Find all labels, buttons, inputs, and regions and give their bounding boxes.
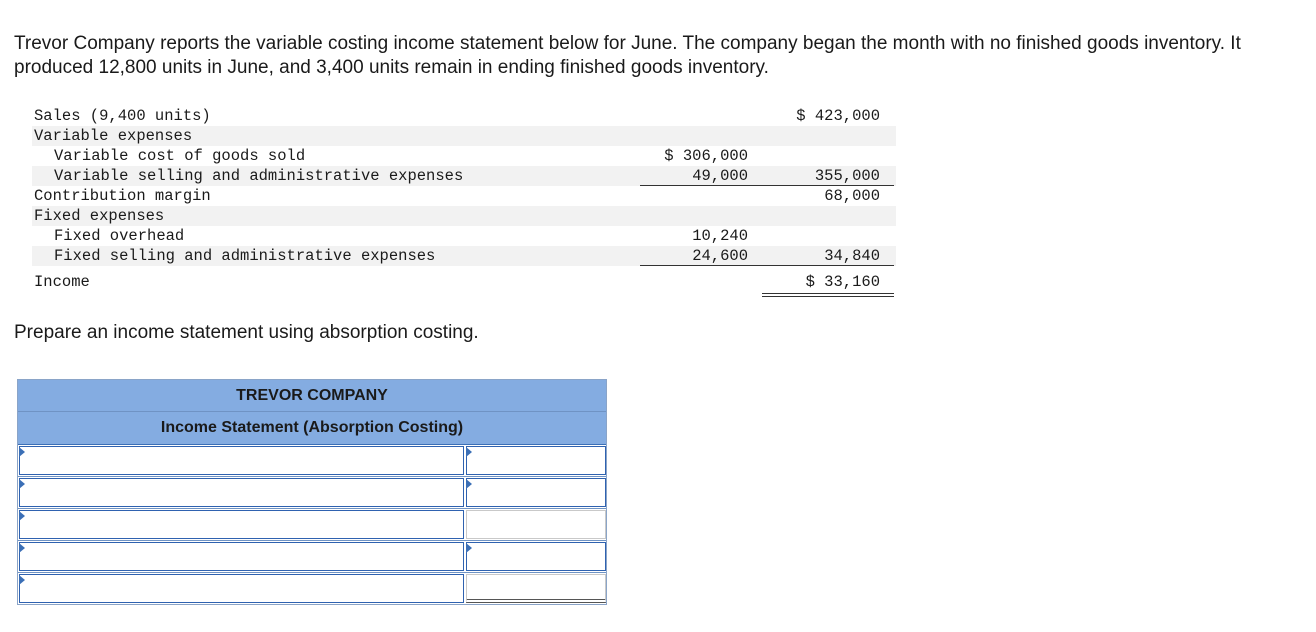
line-item-dropdown[interactable]	[19, 478, 464, 507]
row-label: Income	[34, 273, 90, 291]
row-amount: $ 306,000	[664, 147, 748, 165]
dropdown-marker-icon	[466, 479, 472, 489]
underline	[762, 265, 894, 266]
statement-row-contribution-margin	[32, 186, 896, 206]
instruction-text: Prepare an income statement using absorption costing.	[14, 322, 479, 343]
amount-input[interactable]	[466, 574, 606, 603]
line-item-dropdown[interactable]	[19, 510, 464, 539]
row-label: Contribution margin	[34, 187, 211, 205]
row-label: Variable cost of goods sold	[54, 147, 306, 165]
amount-input[interactable]	[466, 478, 606, 507]
row-total: 68,000	[824, 187, 880, 205]
form-row-2	[18, 476, 606, 508]
row-label: Fixed expenses	[34, 207, 165, 225]
amount-input[interactable]	[466, 510, 606, 539]
problem-description: Trevor Company reports the variable costing income statement below for June. The company began the month with no finished goods inventory. It produced 12,800 units in June, and 3,400 units remain in ending finished goods inventory.	[14, 33, 1241, 78]
row-label: Fixed overhead	[54, 227, 185, 245]
variable-costing-statement	[32, 106, 896, 292]
dropdown-marker-icon	[19, 575, 25, 585]
row-amount: 10,240	[692, 227, 748, 245]
row-label: Sales (9,400 units)	[34, 107, 211, 125]
row-total: $ 33,160	[805, 273, 880, 291]
statement-row-variable-selling	[32, 166, 896, 186]
dropdown-marker-icon	[466, 543, 472, 553]
underline	[640, 265, 772, 266]
row-label: Variable expenses	[34, 127, 193, 145]
dropdown-marker-icon	[19, 511, 25, 521]
statement-row-fixed-overhead	[32, 226, 896, 246]
form-row-5	[18, 572, 606, 604]
amount-input[interactable]	[466, 542, 606, 571]
company-name-header: TREVOR COMPANY	[18, 380, 606, 411]
double-underline	[762, 296, 894, 297]
dropdown-marker-icon	[19, 479, 25, 489]
line-item-dropdown[interactable]	[19, 446, 464, 475]
row-total: 34,840	[824, 247, 880, 265]
line-item-dropdown[interactable]	[19, 574, 464, 603]
statement-title-header: Income Statement (Absorption Costing)	[18, 411, 606, 444]
amount-input[interactable]	[466, 446, 606, 475]
statement-row-income	[32, 272, 896, 292]
double-underline	[762, 293, 894, 294]
form-row-4	[18, 540, 606, 572]
dropdown-marker-icon	[19, 447, 25, 457]
form-row-3	[18, 508, 606, 540]
statement-row-fixed-expenses	[32, 206, 896, 226]
statement-row-fixed-selling	[32, 246, 896, 266]
dropdown-marker-icon	[19, 543, 25, 553]
statement-row-variable-expenses	[32, 126, 896, 146]
statement-row-sales	[32, 106, 896, 126]
line-item-dropdown[interactable]	[19, 542, 464, 571]
form-row-1	[18, 444, 606, 476]
row-total: 355,000	[814, 167, 880, 185]
row-amount: 49,000	[692, 167, 748, 185]
row-amount: 24,600	[692, 247, 748, 265]
row-label: Fixed selling and administrative expenses	[54, 247, 436, 265]
row-label: Variable selling and administrative expenses	[54, 167, 464, 185]
row-total: $ 423,000	[796, 107, 880, 125]
absorption-income-statement-form	[17, 379, 607, 605]
statement-row-variable-cogs	[32, 146, 896, 166]
dropdown-marker-icon	[466, 447, 472, 457]
